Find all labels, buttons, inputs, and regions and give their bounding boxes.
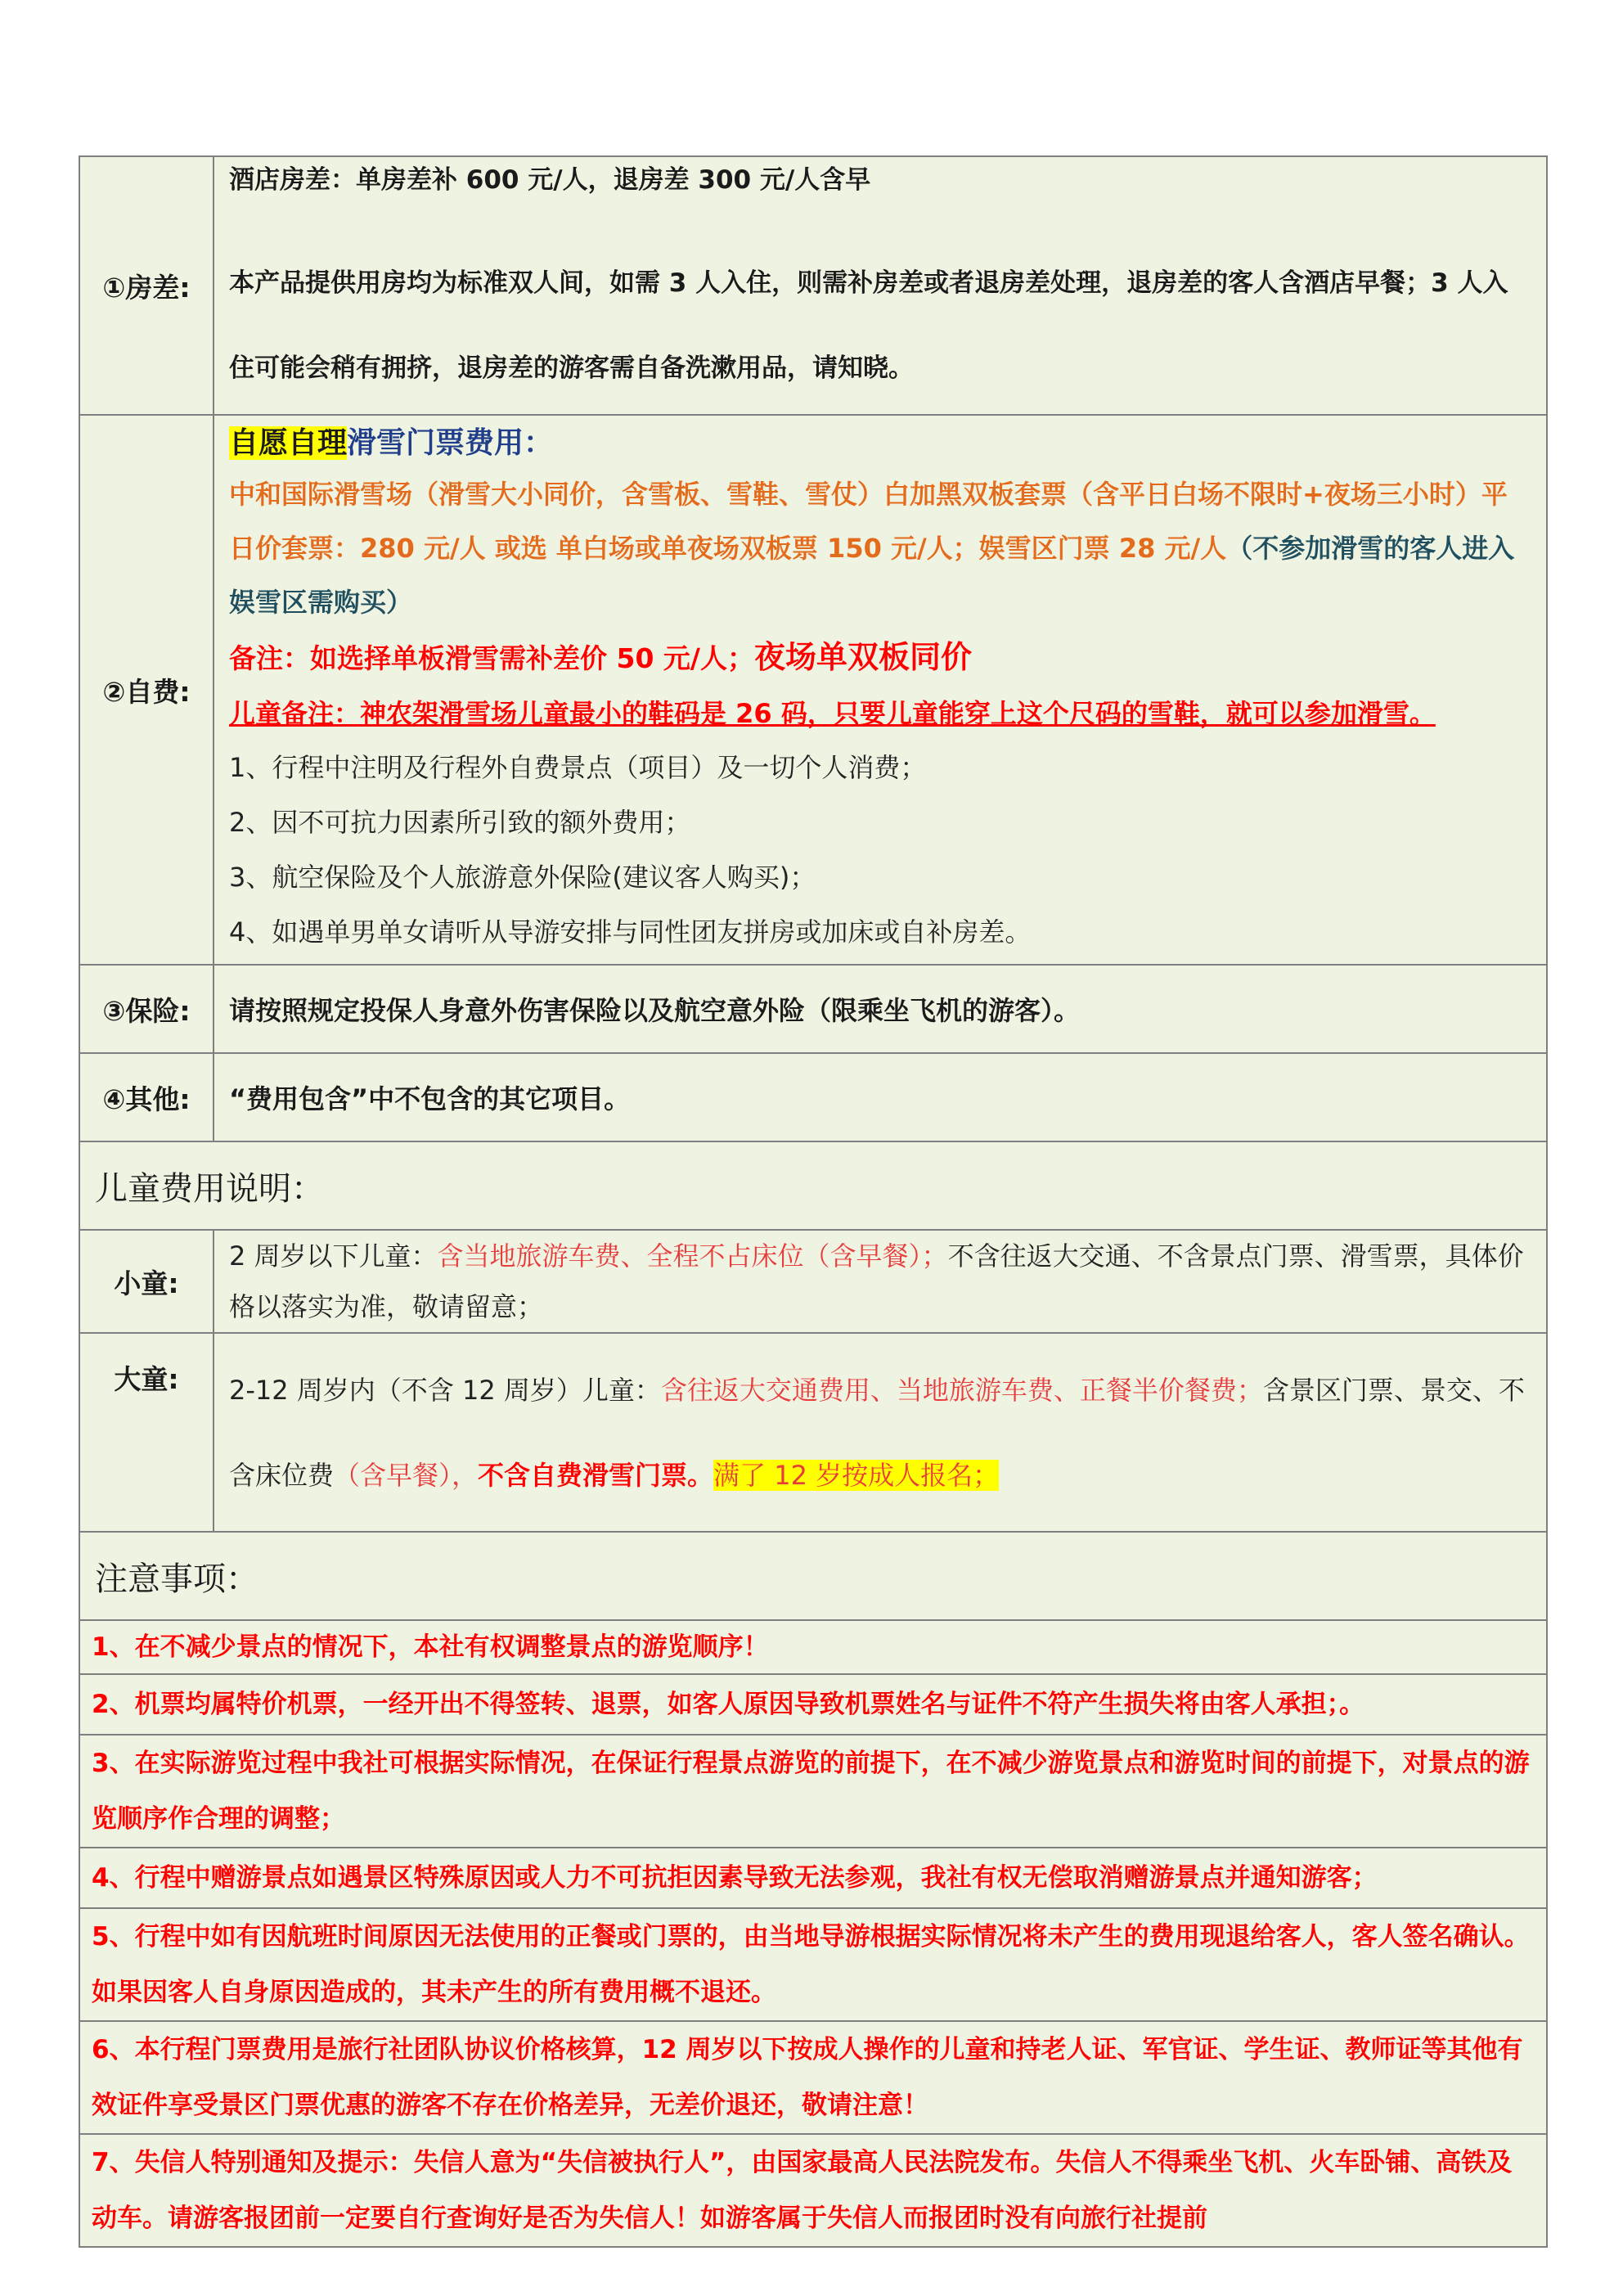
children-section-header <box>79 1141 1547 1230</box>
fee-table <box>79 155 1548 2248</box>
title-rest: 滑雪门票费用： <box>347 426 554 460</box>
room-difference-description: 本产品提供用房均为标准双人间，如需 3 人入住，则需补房差或者退房差处理，退房差的客人含酒店早餐；3 人入住可能会稍有拥挤，退房差的游客需自备洗漱用品，请知晓。 <box>229 268 1508 383</box>
note-item: 3、在实际游览过程中我社可根据实际情况，在保证行程景点游览的前提下，在不减少游览景点和游览时间的前提下，对景点的游览顺序作合理的调整； <box>79 1735 1547 1848</box>
note-row <box>79 1674 1547 1735</box>
self-paid-label: ②自费: <box>79 415 214 965</box>
insurance-text: 请按照规定投保人身意外伤害保险以及航空意外险（限乘坐飞机的游客）。 <box>214 965 1547 1053</box>
note-item: 7、失信人特别通知及提示：失信人意为“失信被执行人”，由国家最高人民法院发布。失信人不得乘坐飞机、火车卧铺、高铁及动车。请游客报团前一定要自行查询好是否为失信人！如游客属于失信人而报团时没有向旅行社提前 <box>79 2134 1547 2247</box>
self-paid-item: 2、因不可抗力因素所引致的额外费用； <box>229 807 691 838</box>
other-text: “费用包含”中不包含的其它项目。 <box>214 1053 1547 1141</box>
note-row <box>79 2021 1547 2134</box>
big-child-text: 2-12 周岁内（不含 12 周岁）儿童：含往返大交通费用、当地旅游车费、正餐半价餐费；含景区门票、景交、不含床位费（含早餐），不含自费滑雪门票。满了 12 岁按成人报名； <box>214 1333 1547 1532</box>
row-big-child <box>79 1333 1547 1532</box>
document-page <box>79 155 1548 2248</box>
note-row <box>79 2134 1547 2247</box>
ski-package-teal: （不参加滑雪的客人进入娱雪区需购买） <box>229 533 1515 618</box>
note-item: 6、本行程门票费用是旅行社团队协议价格核算，12 周岁以下按成人操作的儿童和持老人证、军官证、学生证、教师证等其他有效证件享受景区门票优惠的游客不存在价格差异，无差价退还，敬请注意！ <box>79 2021 1547 2134</box>
snowboard-note <box>229 629 1531 687</box>
notes-section-header <box>79 1532 1547 1620</box>
adult-age-highlight: 满了 12 岁按成人报名； <box>713 1459 1000 1491</box>
title-highlight: 自愿自理 <box>229 426 348 460</box>
ski-ticket-title <box>229 420 1531 467</box>
small-child-label: 小童: <box>79 1230 214 1333</box>
child-ski-note: 儿童备注：神农架滑雪场儿童最小的鞋码是 26 码，只要儿童能穿上这个尺码的雪鞋，就可以参加滑雪。 <box>229 698 1436 729</box>
self-paid-item: 3、航空保险及个人旅游意外保险(建议客人购买)； <box>229 862 816 893</box>
snowboard-note-b: 夜场单双板同价 <box>753 639 972 675</box>
notes-section-title: 注意事项： <box>79 1532 1547 1620</box>
row-small-child <box>79 1230 1547 1333</box>
snowboard-note-a: 备注：如选择单板滑雪需补差价 50 元/人； <box>229 642 754 674</box>
ski-package-text <box>229 467 1531 629</box>
note-row <box>79 1848 1547 1908</box>
room-difference-price: 酒店房差：单房差补 600 元/人，退房差 300 元/人含早 <box>229 165 871 195</box>
row-other <box>79 1053 1547 1141</box>
note-row <box>79 1908 1547 2021</box>
row-insurance <box>79 965 1547 1053</box>
row-self-paid <box>79 415 1547 965</box>
self-paid-item: 4、如遇单男单女请听从导游安排与同性团友拼房或加床或自补房差。 <box>229 916 1032 948</box>
other-label: ④其他: <box>79 1053 214 1141</box>
insurance-label: ③保险: <box>79 965 214 1053</box>
note-item: 5、行程中如有因航班时间原因无法使用的正餐或门票的，由当地导游根据实际情况将未产生的费用现退给客人，客人签名确认。如果因客人自身原因造成的，其未产生的所有费用概不退还。 <box>79 1908 1547 2021</box>
small-child-text: 2 周岁以下儿童：含当地旅游车费、全程不占床位（含早餐）；不含往返大交通、不含景点门票、滑雪票，具体价格以落实为准，敬请留意； <box>214 1230 1547 1333</box>
row-room-difference <box>79 156 1547 415</box>
note-item: 1、在不减少景点的情况下，本社有权调整景点的游览顺序！ <box>79 1620 1547 1674</box>
note-row <box>79 1620 1547 1674</box>
room-difference-label: ①房差: <box>79 156 214 415</box>
ski-package-orange: 中和国际滑雪场（滑雪大小同价，含雪板、雪鞋、雪仗）白加黑双板套票（含平日白场不限时+夜场三小时）平日价套票：280 元/人 或选 单白场或单夜场双板票 150 元/人；娱雪区门票 28 元/人 <box>229 479 1508 564</box>
self-paid-item: 1、行程中注明及行程外自费景点（项目）及一切个人消费； <box>229 752 927 783</box>
note-item: 4、行程中赠游景点如遇景区特殊原因或人力不可抗拒因素导致无法参观，我社有权无偿取消赠游景点并通知游客； <box>79 1848 1547 1908</box>
note-row <box>79 1735 1547 1848</box>
note-item: 2、机票均属特价机票，一经开出不得签转、退票，如客人原因导致机票姓名与证件不符产生损失将由客人承担；。 <box>79 1674 1547 1735</box>
big-child-label: 大童: <box>79 1333 214 1532</box>
children-section-title: 儿童费用说明： <box>79 1141 1547 1230</box>
